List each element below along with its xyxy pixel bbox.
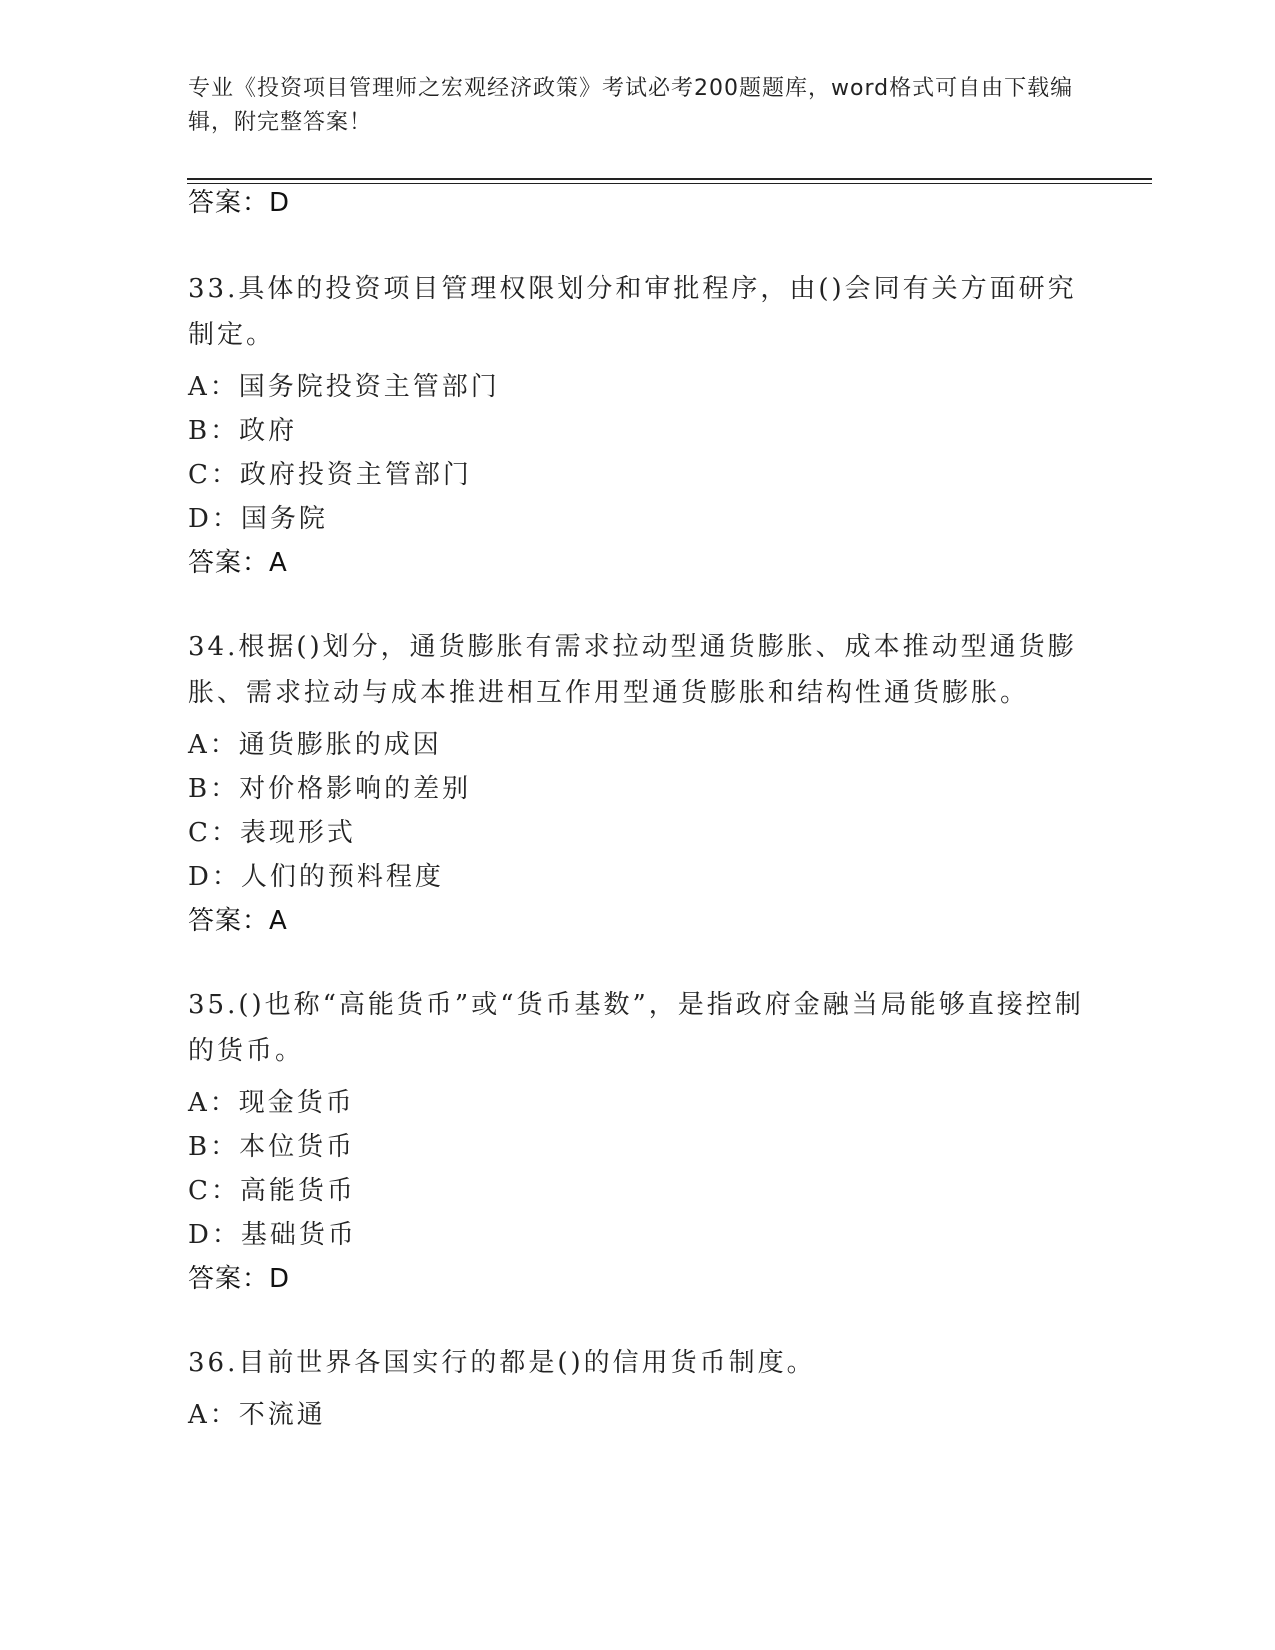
header-rule-thin xyxy=(187,183,1152,184)
question-35-option-d: D：基础货币 xyxy=(188,1220,357,1250)
question-34-answer: 答案：A xyxy=(188,906,288,936)
question-33-option-d: D：国务院 xyxy=(188,504,328,534)
question-33-stem: 33.具体的投资项目管理权限划分和审批程序，由()会同有关方面研究制定。 xyxy=(188,274,1077,350)
question-34-option-b: B：对价格影响的差别 xyxy=(188,774,472,804)
document-header: 专业《投资项目管理师之宏观经济政策》考试必考200题题库，word格式可自由下载编辑，附完整答案！ xyxy=(188,76,1074,135)
question-33-option-a: A：国务院投资主管部门 xyxy=(188,372,500,402)
question-34-stem: 34.根据()划分，通货膨胀有需求拉动型通货膨胀、成本推动型通货膨胀、需求拉动与成本推进相互作用型通货膨胀和结构性通货膨胀。 xyxy=(188,632,1077,708)
question-34-option-a: A：通货膨胀的成因 xyxy=(188,730,442,760)
question-35-option-c: C：高能货币 xyxy=(188,1176,356,1206)
header-rule-thick xyxy=(187,178,1152,180)
previous-answer: 答案：D xyxy=(188,188,291,218)
question-35-stem: 35.()也称“高能货币”或“货币基数”，是指政府金融当局能够直接控制的货币。 xyxy=(188,990,1084,1066)
question-36-stem: 36.目前世界各国实行的都是()的信用货币制度。 xyxy=(188,1348,816,1378)
question-33-option-b: B：政府 xyxy=(188,416,298,446)
question-33-option-c: C：政府投资主管部门 xyxy=(188,460,472,490)
question-35-option-b: B：本位货币 xyxy=(188,1132,356,1162)
question-34-option-d: D：人们的预料程度 xyxy=(188,862,444,892)
question-35-answer: 答案：D xyxy=(188,1264,291,1294)
question-34-option-c: C：表现形式 xyxy=(188,818,356,848)
question-35-option-a: A：现金货币 xyxy=(188,1088,355,1118)
question-36-option-a: A：不流通 xyxy=(188,1400,326,1430)
question-33-answer: 答案：A xyxy=(188,548,288,578)
